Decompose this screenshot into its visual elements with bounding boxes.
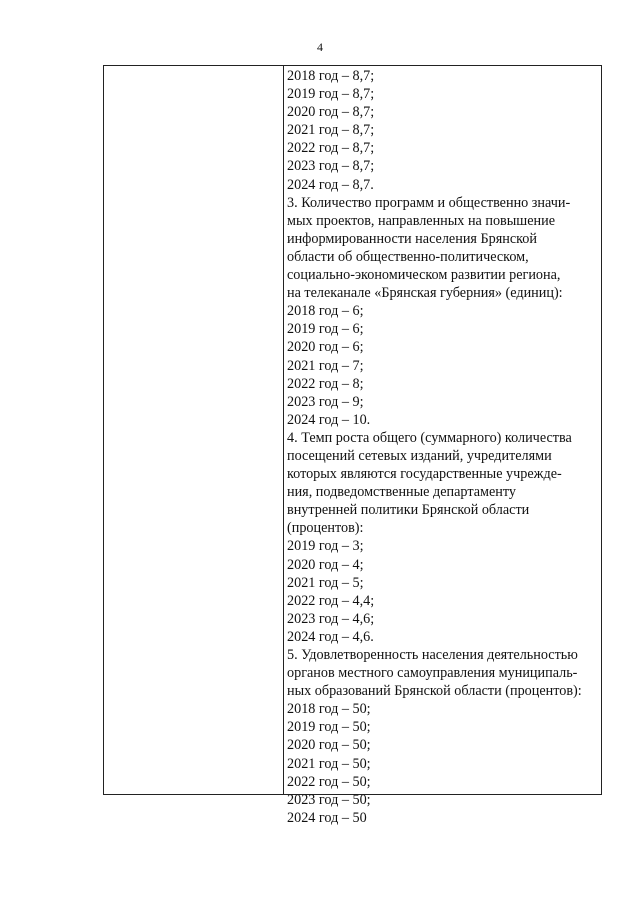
text-line: 2020 год – 6;	[287, 339, 364, 356]
text-line: 2020 год – 8,7;	[287, 104, 375, 121]
text-line: 4. Темп роста общего (суммарного) количества	[287, 429, 572, 446]
text-line: 2021 год – 50;	[287, 755, 371, 772]
text-line: социально-экономическом развитии региона,	[287, 267, 561, 284]
text-line: ных образований Брянской области (процентов):	[287, 683, 582, 700]
text-line: 2018 год – 8,7;	[287, 68, 375, 84]
text-line: (процентов):	[287, 520, 364, 537]
text-line: 2022 год – 8,7;	[287, 140, 375, 157]
text-line: 2024 год – 10.	[287, 411, 371, 428]
text-line: 2023 год – 4,6;	[287, 610, 375, 627]
text-line: информированности населения Брянской	[287, 230, 537, 247]
text-line: ния, подведомственные департаменту	[287, 484, 516, 501]
table-left-cell	[104, 66, 284, 794]
text-line: 2024 год – 8,7.	[287, 176, 374, 193]
text-line: 2019 год – 8,7;	[287, 86, 375, 103]
text-line: 2020 год – 4;	[287, 556, 364, 573]
text-line: на телеканале «Брянская губерния» (единиц):	[287, 285, 563, 302]
indicators-table	[103, 65, 602, 826]
text-line: 2021 год – 7;	[287, 357, 364, 374]
page-number: 4	[317, 40, 323, 54]
text-line: 2020 год – 50;	[287, 737, 371, 754]
text-line: 2018 год – 6;	[287, 303, 364, 320]
text-line: 2019 год – 50;	[287, 719, 371, 736]
text-line: внутренней политики Брянской области	[287, 502, 530, 519]
text-line: 2019 год – 3;	[287, 538, 364, 555]
text-line: 5. Удовлетворенность населения деятельностью	[287, 647, 578, 663]
text-line: 2018 год – 50;	[287, 701, 371, 718]
text-line: 2023 год – 9;	[287, 393, 364, 410]
text-line: органов местного самоуправления муниципаль-	[287, 665, 578, 682]
text-line: 2024 год – 4,6.	[287, 628, 374, 645]
text-line: 3. Количество программ и общественно значи-	[287, 194, 571, 211]
text-line: области об общественно-политическом,	[287, 248, 529, 265]
text-line: 2021 год – 5;	[287, 574, 364, 591]
text-line: мых проектов, направленных на повышение	[287, 212, 555, 229]
text-line: 2024 год – 50	[287, 809, 367, 826]
text-line: 2023 год – 8,7;	[287, 158, 375, 175]
text-line: которых являются государственные учрежде-	[287, 466, 562, 483]
text-line: 2023 год – 50;	[287, 791, 371, 808]
text-line: 2019 год – 6;	[287, 321, 364, 338]
text-line: 2021 год – 8,7;	[287, 122, 375, 139]
table-right-cell	[284, 66, 601, 826]
text-line: 2022 год – 50;	[287, 773, 371, 790]
text-line: 2022 год – 8;	[287, 375, 364, 392]
text-line: 2022 год – 4,4;	[287, 592, 375, 609]
text-line: посещений сетевых изданий, учредителями	[287, 447, 552, 464]
